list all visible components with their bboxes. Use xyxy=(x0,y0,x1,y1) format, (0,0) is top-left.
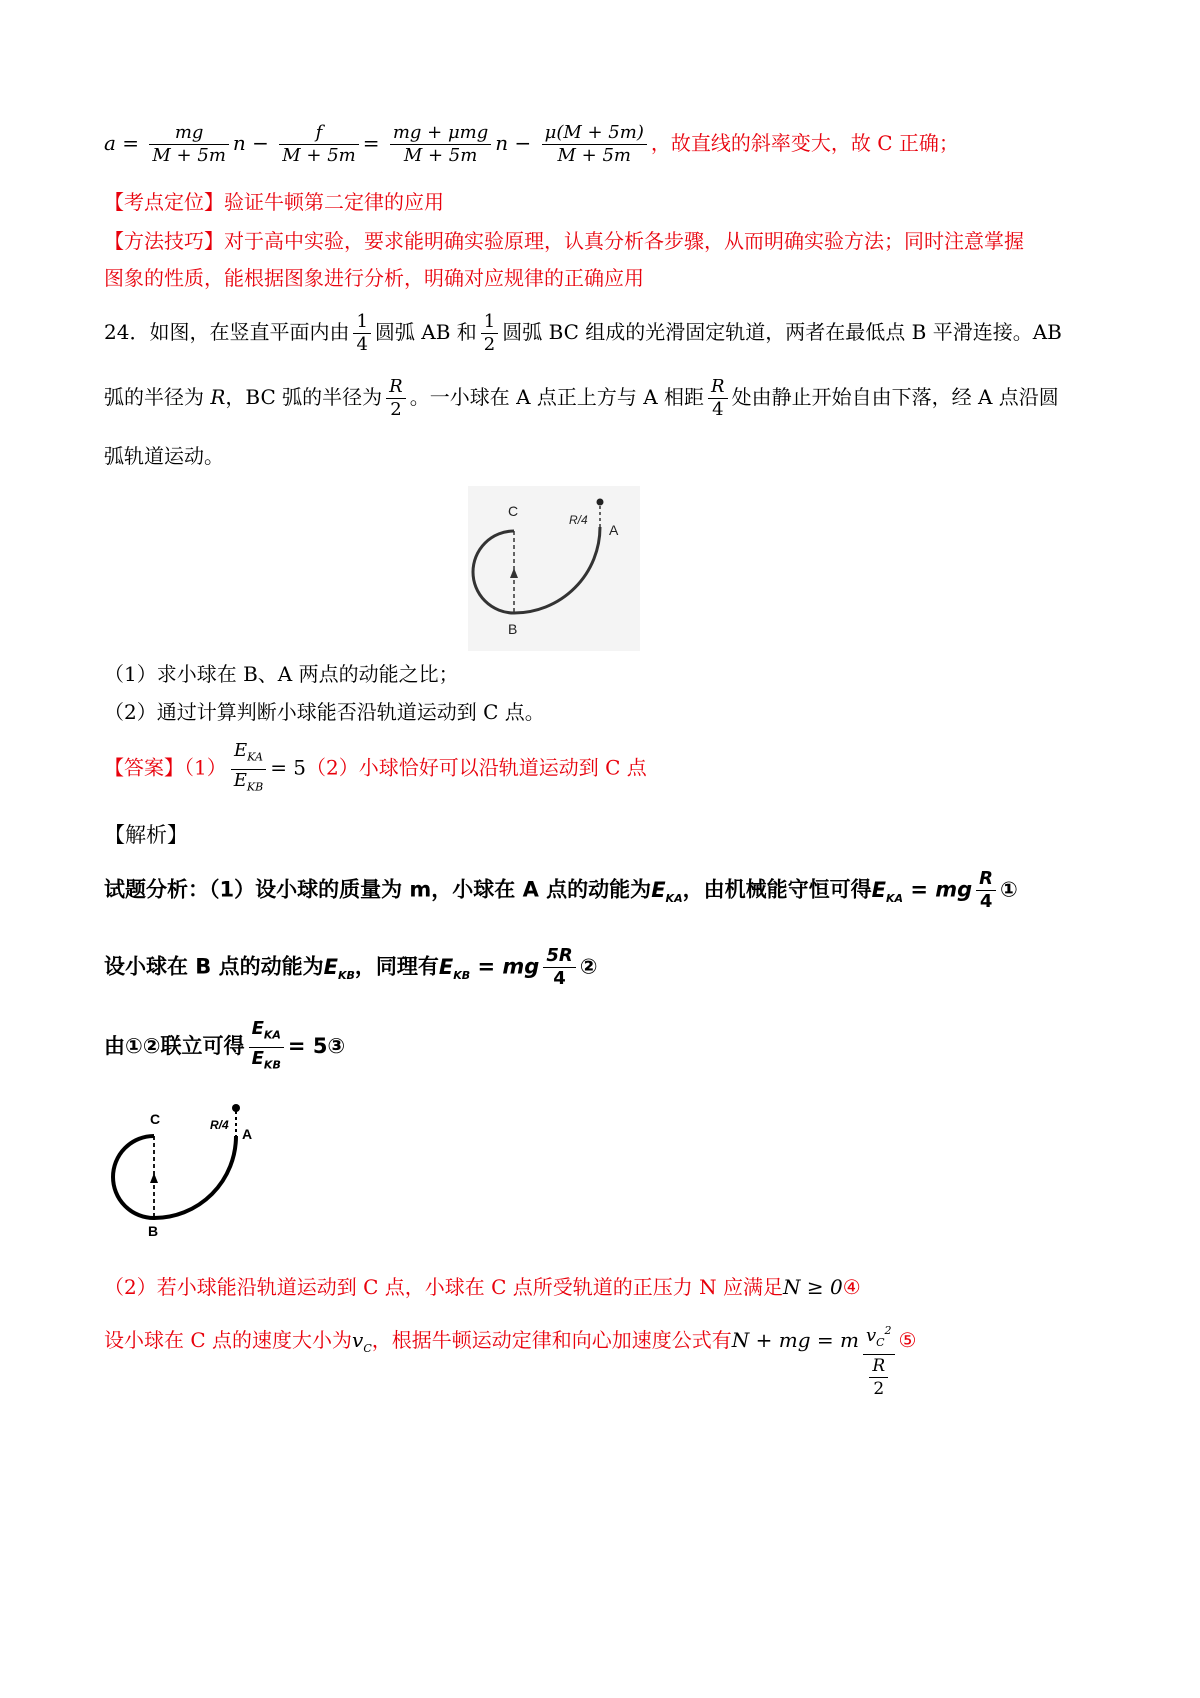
question-text-1b: 圆弧 AB 和 xyxy=(374,320,477,344)
kaodian-dingwei: 【考点定位】验证牛顿第二定律的应用 xyxy=(104,190,444,214)
label-b-2: B xyxy=(148,1223,159,1239)
part2-analysis-line-1 xyxy=(104,1275,861,1300)
question-text-2a: 弧的半径为 xyxy=(104,385,211,409)
part2-text-1: （2）若小球能沿轨道运动到 C 点，小球在 C 点所受轨道的正压力 N 应满足 xyxy=(104,1275,783,1299)
answer-prefix: 【答案】（1） xyxy=(104,755,227,780)
analysis-text-3a: 由①②联立可得 xyxy=(104,1034,245,1059)
analysis-text-2a: 设小球在 B 点的动能为 xyxy=(104,954,324,979)
fraction-eka-ekb: $\frac{E_{KA}}{E_{KB}}$ xyxy=(231,740,266,798)
question-line-1 xyxy=(104,311,1062,356)
formula-conclusion: ，故直线的斜率变大，故 C 正确； xyxy=(650,131,959,155)
label-b: B xyxy=(508,621,518,637)
question-radius-R: R xyxy=(210,385,226,409)
track-figure-2 xyxy=(108,1100,268,1240)
question-part-1: （1）求小球在 B、A 两点的动能之比； xyxy=(104,662,459,686)
analysis-line-3 xyxy=(104,1018,345,1076)
arc-bc-2 xyxy=(113,1136,154,1218)
question-text-1c: 圆弧 BC 组成的光滑固定轨道，两者在最低点 B 平滑连接。AB xyxy=(502,320,1062,344)
question-text-2d: 处由静止开始自由下落，经 A 点沿圆 xyxy=(731,385,1059,409)
question-text-1a: 24．如图，在竖直平面内由 xyxy=(104,320,350,344)
answer-value: = 5 xyxy=(270,755,307,780)
label-a: A xyxy=(609,522,619,538)
formula-line xyxy=(104,122,959,167)
track-figure-1 xyxy=(468,486,640,651)
answer-part-2: （2）小球恰好可以沿轨道运动到 C 点 xyxy=(306,755,647,780)
label-r4-2: R/4 xyxy=(210,1118,229,1132)
jiexi-heading: 【解析】 xyxy=(104,823,188,847)
label-a-2: A xyxy=(242,1126,253,1142)
fraction-centripetal: $\frac{v_C^2}{\frac{R}{2}}$ xyxy=(863,1320,895,1400)
fraction-5r-4: $\frac{5R}{4}$ xyxy=(543,945,575,990)
analysis-text-1a: 试题分析：（1）设小球的质量为 m，小球在 A 点的动能为 xyxy=(104,877,652,902)
formula-lhs: a = xyxy=(104,131,140,155)
fraction-f: $\frac{f}{M + 5m}$ xyxy=(279,122,358,167)
question-text-2b: ，BC 弧的半径为 xyxy=(225,385,383,409)
fraction-mg-mumg: $\frac{\text{mg + μmg}}{M + 5m}$ xyxy=(390,122,491,167)
fraction-r-4-bold: $\frac{R}{4}$ xyxy=(976,868,996,913)
fraction-r-quarter: $\frac{R}{4}$ xyxy=(708,376,728,421)
fraction-half: $\frac{1}{2}$ xyxy=(481,311,498,356)
formula-n2: n − xyxy=(495,131,532,155)
circle-2-icon: ② xyxy=(579,954,598,979)
analysis-result-3: = 5③ xyxy=(287,1034,346,1059)
figure-background xyxy=(468,486,640,651)
circle-4-icon: ④ xyxy=(842,1275,861,1299)
part2-text-2a: 设小球在 C 点的速度大小为 xyxy=(104,1328,353,1352)
analysis-eq-mid-2: = mg xyxy=(477,954,540,979)
fraction-mu: $\frac{\mu(M + 5m)}{M + 5m}$ xyxy=(542,122,647,167)
ball-icon xyxy=(597,499,604,506)
fraction-eka-ekb-bold: $\frac{E_{KA}}{E_{KB}}$ xyxy=(249,1018,284,1076)
formula-eq: = xyxy=(362,131,380,155)
ball-icon-2 xyxy=(232,1104,240,1112)
analysis-line-1: 试题分析：（1）设小球的质量为 m，小球在 A 点的动能为$E_{KA}$，由机械能守恒可得$E_{KA}$ = mg $\frac{R}{4}$ ① xyxy=(104,868,1018,912)
fraction-mg: $\frac{mg}{M + 5m}$ xyxy=(149,122,228,167)
fangfa-line-2: 图象的性质，能根据图象进行分析，明确对应规律的正确应用 xyxy=(104,266,644,290)
formula-n1: n − xyxy=(232,131,269,155)
analysis-text-1b: ，由机械能守恒可得 xyxy=(682,877,872,902)
question-line-3: 弧轨道运动。 xyxy=(104,444,224,468)
equation-newton: N + mg = m xyxy=(731,1328,859,1352)
question-text-2c: 。一小球在 A 点正上方与 A 相距 xyxy=(409,385,705,409)
question-part-2: （2）通过计算判断小球能否沿轨道运动到 C 点。 xyxy=(104,700,545,724)
analysis-eq-mid-1: = mg xyxy=(910,877,973,902)
circle-1-icon: ① xyxy=(1000,877,1018,902)
analysis-text-2b: ，同理有 xyxy=(354,954,439,979)
label-c-2: C xyxy=(150,1111,161,1127)
arc-ab-2 xyxy=(154,1136,236,1218)
inequality-n: N ≥ 0 xyxy=(782,1275,843,1299)
question-line-2 xyxy=(104,376,1059,421)
velocity-v: v xyxy=(352,1328,364,1352)
fraction-r-half: $\frac{R}{2}$ xyxy=(386,376,406,421)
answer-line xyxy=(104,740,647,798)
fraction-quarter: $\frac{1}{4}$ xyxy=(353,311,370,356)
fangfa-line-1: 【方法技巧】对于高中实验，要求能明确实验原理，认真分析各步骤，从而明确实验方法；同时注意掌握 xyxy=(104,229,1024,253)
circle-5-icon: ⑤ xyxy=(898,1328,917,1352)
label-r4: R/4 xyxy=(569,513,588,527)
label-c: C xyxy=(508,503,519,519)
arrow-up-icon-2 xyxy=(150,1173,158,1183)
part2-text-2b: ，根据牛顿运动定律和向心加速度公式有 xyxy=(371,1328,732,1352)
part2-analysis-line-2: 设小球在 C 点的速度大小为$v_C$，根据牛顿运动定律和向心加速度公式有N + mg = m $\frac{v_C^2}{\frac{R}{2}}$ ⑤ xyxy=(104,1328,916,1400)
analysis-line-2: 设小球在 B 点的动能为$E_{KB}$，同理有$E_{KB}$ = mg $\frac{5R}{4}$ ② xyxy=(104,945,598,989)
